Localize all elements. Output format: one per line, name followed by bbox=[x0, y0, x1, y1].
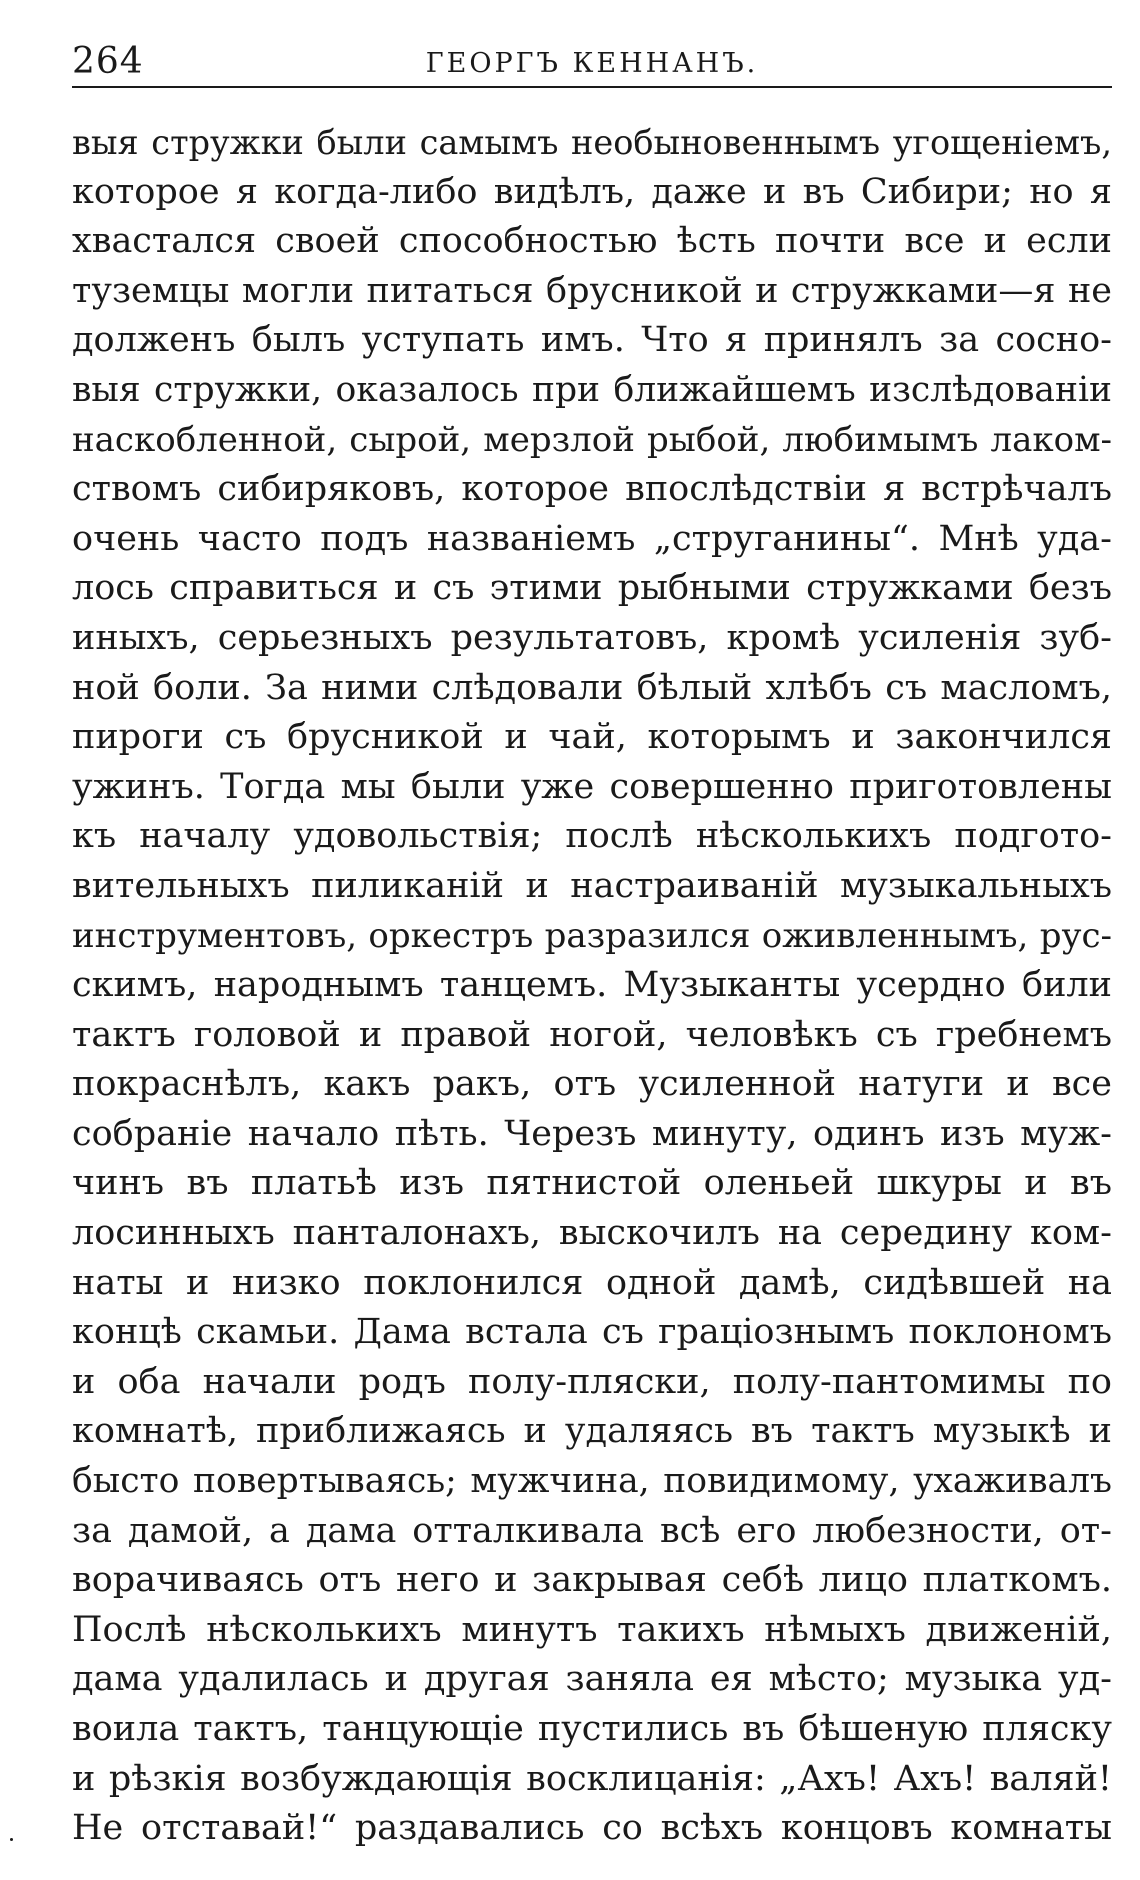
text-line: очень часто подъ названіемъ „струганины“. Мнѣ уда- bbox=[72, 518, 1112, 559]
text-line: выя стружки были самымъ необыновеннымъ угощеніемъ, bbox=[72, 123, 1112, 162]
text-line: дама удалилась и другая заняла ея мѣсто; музыка уд- bbox=[72, 1659, 1112, 1700]
text-line: долженъ былъ уступать имъ. Что я принялъ за сосно- bbox=[72, 320, 1112, 361]
text-line: чинъ въ платьѣ изъ пятнистой оленьей шкуры и въ bbox=[72, 1163, 1112, 1204]
text-line: ворачиваясь отъ него и закрывая себѣ лицо платкомъ. bbox=[72, 1560, 1112, 1601]
text-line: концѣ скамьи. Дама встала съ граціознымъ поклономъ bbox=[72, 1312, 1112, 1353]
text-line: ужинъ. Тогда мы были уже совершенно приготовлены bbox=[72, 766, 1112, 807]
text-line: иныхъ, серьезныхъ результатовъ, кромѣ усиленія зуб- bbox=[72, 617, 1112, 658]
text-line: бысто повертываясь; мужчина, повидимому, ухаживалъ bbox=[72, 1461, 1112, 1502]
page-header bbox=[72, 38, 1112, 88]
text-line: туземцы могли питаться брусникой и стружками—я не bbox=[72, 270, 1112, 311]
text-line: хвастался своей способностью ѣсть почти все и если bbox=[72, 221, 1112, 262]
text-line: лосинныхъ панталонахъ, выскочилъ на середину ком- bbox=[72, 1213, 1112, 1254]
text-line: лось справиться и съ этими рыбными стружками безъ bbox=[72, 568, 1112, 609]
margin-mark bbox=[10, 1838, 13, 1841]
text-line: Не отставай!“ раздавались со всѣхъ концовъ комнаты bbox=[72, 1808, 1112, 1849]
text-line: и рѣзкія возбуждающія восклицанія: „Ахъ! Ахъ! валяй! bbox=[72, 1758, 1112, 1799]
body-text bbox=[72, 118, 1112, 1854]
text-line: за дамой, а дама отталкивала всѣ его любезности, от- bbox=[72, 1510, 1112, 1551]
text-line: скимъ, народнымъ танцемъ. Музыканты усердно били bbox=[72, 965, 1112, 1006]
text-line: вительныхъ пиликаній и настраиваній музыкальныхъ bbox=[72, 865, 1112, 906]
text-line: пироги съ брусникой и чай, которымъ и закончился bbox=[72, 717, 1112, 758]
text-line: тактъ головой и правой ногой, человѣкъ съ гребнемъ bbox=[72, 1014, 1112, 1055]
running-head: ГЕОРГЪ КЕННАНЪ. bbox=[425, 48, 759, 79]
page-number: 264 bbox=[72, 41, 144, 82]
text-line: къ началу удовольствія; послѣ нѣсколькихъ подгото- bbox=[72, 816, 1112, 857]
text-line: Послѣ нѣсколькихъ минутъ такихъ нѣмыхъ движеній, bbox=[72, 1609, 1112, 1650]
text-line: инструментовъ, оркестръ разразился оживленнымъ, рус- bbox=[72, 915, 1112, 956]
header-rule bbox=[72, 86, 1112, 88]
text-line: воила тактъ, танцующіе пустились въ бѣшеную пляску bbox=[72, 1709, 1112, 1749]
text-line: покраснѣлъ, какъ ракъ, отъ усиленной натуги и все bbox=[72, 1064, 1112, 1105]
text-line: комнатѣ, приближаясь и удаляясь въ тактъ музыкѣ и bbox=[72, 1411, 1112, 1452]
text-line: выя стружки, оказалось при ближайшемъ изслѣдованіи bbox=[72, 369, 1112, 410]
text-line: наскобленной, сырой, мерзлой рыбой, любимымъ лаком- bbox=[72, 419, 1112, 460]
text-line: которое я когда-либо видѣлъ, даже и въ Сибири; но я bbox=[72, 171, 1112, 212]
text-line: собраніе начало пѣть. Черезъ минуту, одинъ изъ муж- bbox=[72, 1113, 1112, 1154]
text-line: ствомъ сибиряковъ, которое впослѣдствіи я встрѣчалъ bbox=[72, 469, 1112, 510]
text-line: и оба начали родъ полу-пляски, полу-пантомимы по bbox=[72, 1361, 1112, 1402]
text-line: наты и низко поклонился одной дамѣ, сидѣвшей на bbox=[72, 1262, 1112, 1303]
text-line: ной боли. За ними слѣдовали бѣлый хлѣбъ съ масломъ, bbox=[72, 667, 1112, 708]
